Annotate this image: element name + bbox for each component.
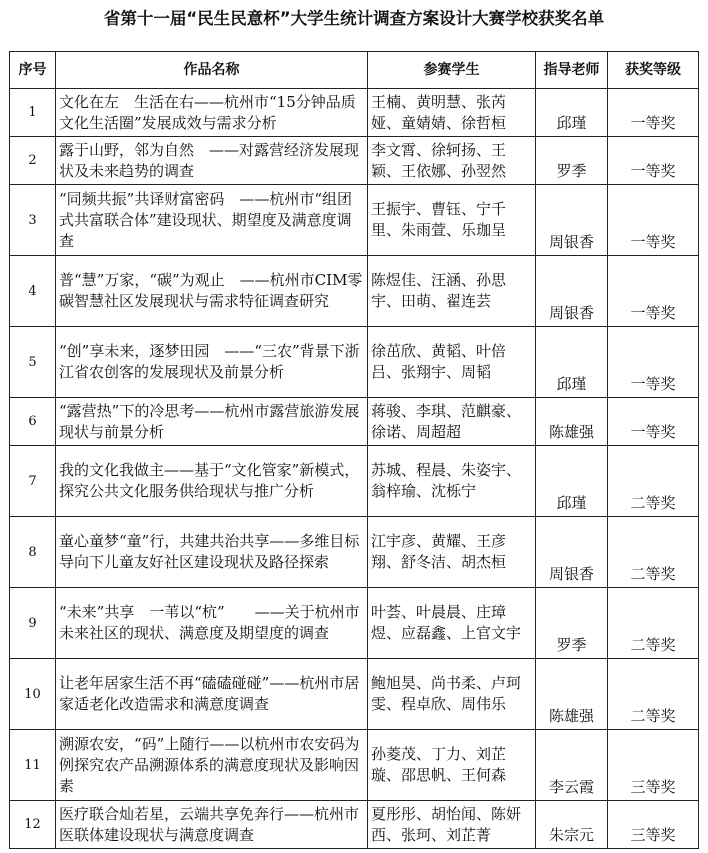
row-students: 江宇彦、黄耀、王彦翔、舒冬洁、胡杰桓 xyxy=(368,517,536,588)
header-name: 作品名称 xyxy=(56,52,368,89)
row-no: 9 xyxy=(10,588,56,659)
row-no: 10 xyxy=(10,659,56,730)
table-row xyxy=(10,801,699,849)
row-students: 王楠、黄明慧、张芮娅、童婧婧、徐哲桓 xyxy=(368,89,536,137)
row-award: 二等奖 xyxy=(608,588,699,659)
row-award: 一等奖 xyxy=(608,89,699,137)
row-students: 苏城、程晨、朱姿宇、翁梓瑜、沈栎宁 xyxy=(368,446,536,517)
row-award: 一等奖 xyxy=(608,137,699,185)
document-title: 省第十一届“民生民意杯”大学生统计调查方案设计大赛学校获奖名单 xyxy=(103,9,605,28)
row-advisor: 周银香 xyxy=(536,517,608,588)
header-students: 参赛学生 xyxy=(368,52,536,89)
row-advisor: 邱瑾 xyxy=(536,327,608,398)
row-advisor: 罗季 xyxy=(536,137,608,185)
row-advisor: 李云霞 xyxy=(536,730,608,801)
table-row xyxy=(10,185,699,256)
row-students: 孙菱茂、丁力、刘芷璇、邵思帆、王何森 xyxy=(368,730,536,801)
table-row xyxy=(10,398,699,446)
row-advisor: 罗季 xyxy=(536,588,608,659)
row-students: 王振宇、曹钰、宁千里、朱雨萱、乐珈呈 xyxy=(368,185,536,256)
row-students: 李文霄、徐轲扬、王颖、王依娜、孙翌然 xyxy=(368,137,536,185)
row-name: 普“慧”万家，“碳”为观止 ——杭州市CIM零碳智慧社区发展现状与需求特征调查研究 xyxy=(56,256,368,327)
header-award: 获奖等级 xyxy=(608,52,699,89)
row-advisor: 周银香 xyxy=(536,256,608,327)
row-students: 夏彤彤、胡怡闻、陈妍西、张珂、刘芷菁 xyxy=(368,801,536,849)
row-no: 11 xyxy=(10,730,56,801)
row-award: 一等奖 xyxy=(608,327,699,398)
row-no: 8 xyxy=(10,517,56,588)
table-row xyxy=(10,588,699,659)
row-advisor: 朱宗元 xyxy=(536,801,608,849)
row-advisor: 陈雄强 xyxy=(536,398,608,446)
row-award: 三等奖 xyxy=(608,801,699,849)
row-name: 医疗联合灿若星，云端共享免奔行——杭州市医联体建设现状与满意度调查 xyxy=(56,801,368,849)
row-no: 7 xyxy=(10,446,56,517)
row-name: 让老年居家生活不再“磕磕碰碰”——杭州市居家适老化改造需求和满意度调查 xyxy=(56,659,368,730)
table-row xyxy=(10,137,699,185)
row-students: 叶荟、叶晨晨、庄璋煜、应磊鑫、上官文宇 xyxy=(368,588,536,659)
table-row xyxy=(10,446,699,517)
row-award: 一等奖 xyxy=(608,398,699,446)
table-row xyxy=(10,89,699,137)
table-row xyxy=(10,256,699,327)
row-award: 一等奖 xyxy=(608,256,699,327)
table-header-row xyxy=(10,52,699,89)
row-no: 12 xyxy=(10,801,56,849)
table-row xyxy=(10,730,699,801)
table-row xyxy=(10,327,699,398)
row-no: 2 xyxy=(10,137,56,185)
row-no: 1 xyxy=(10,89,56,137)
row-name: “创”享未来，逐梦田园 ——“三农”背景下浙江省农创客的发展现状及前景分析 xyxy=(56,327,368,398)
row-award: 二等奖 xyxy=(608,517,699,588)
row-no: 3 xyxy=(10,185,56,256)
row-no: 6 xyxy=(10,398,56,446)
row-no: 4 xyxy=(10,256,56,327)
row-advisor: 周银香 xyxy=(536,185,608,256)
row-advisor: 陈雄强 xyxy=(536,659,608,730)
row-advisor: 邱瑾 xyxy=(536,446,608,517)
row-advisor: 邱瑾 xyxy=(536,89,608,137)
header-no: 序号 xyxy=(10,52,56,89)
row-students: 蒋骏、李琪、范麒豪、徐诺、周超超 xyxy=(368,398,536,446)
header-advisor: 指导老师 xyxy=(536,52,608,89)
row-name: 文化在左 生活在右——杭州市“15分钟品质文化生活圈”发展成效与需求分析 xyxy=(56,89,368,137)
row-name: “未来”共享 一苇以“杭” ——关于杭州市未来社区的现状、满意度及期望度的调查 xyxy=(56,588,368,659)
row-award: 三等奖 xyxy=(608,730,699,801)
row-award: 二等奖 xyxy=(608,659,699,730)
table-row xyxy=(10,517,699,588)
row-name: 露于山野，邻为自然 ——对露营经济发展现状及未来趋势的调查 xyxy=(56,137,368,185)
row-name: 童心童梦“童”行，共建共治共享——多维目标导向下儿童友好社区建设现状及路径探索 xyxy=(56,517,368,588)
row-name: “同频共振”共译财富密码 ——杭州市“组团式共富联合体”建设现状、期望度及满意度调查 xyxy=(56,185,368,256)
row-name: “露营热”下的冷思考——杭州市露营旅游发展现状与前景分析 xyxy=(56,398,368,446)
row-students: 鲍旭昊、尚书柔、卢珂雯、程卓欣、周伟乐 xyxy=(368,659,536,730)
row-name: 溯源农安，“码”上随行——以杭州市农安码为例探究农产品溯源体系的满意度现状及影响因素 xyxy=(56,730,368,801)
row-award: 一等奖 xyxy=(608,185,699,256)
row-award: 二等奖 xyxy=(608,446,699,517)
row-no: 5 xyxy=(10,327,56,398)
row-students: 陈煜佳、汪涵、孙思宇、田萌、翟连芸 xyxy=(368,256,536,327)
table-row xyxy=(10,659,699,730)
row-name: 我的文化我做主——基于“文化管家”新模式，探究公共文化服务供给现状与推广分析 xyxy=(56,446,368,517)
row-students: 徐茁欣、黄韬、叶倍吕、张翔宇、周韬 xyxy=(368,327,536,398)
award-table xyxy=(9,51,699,849)
